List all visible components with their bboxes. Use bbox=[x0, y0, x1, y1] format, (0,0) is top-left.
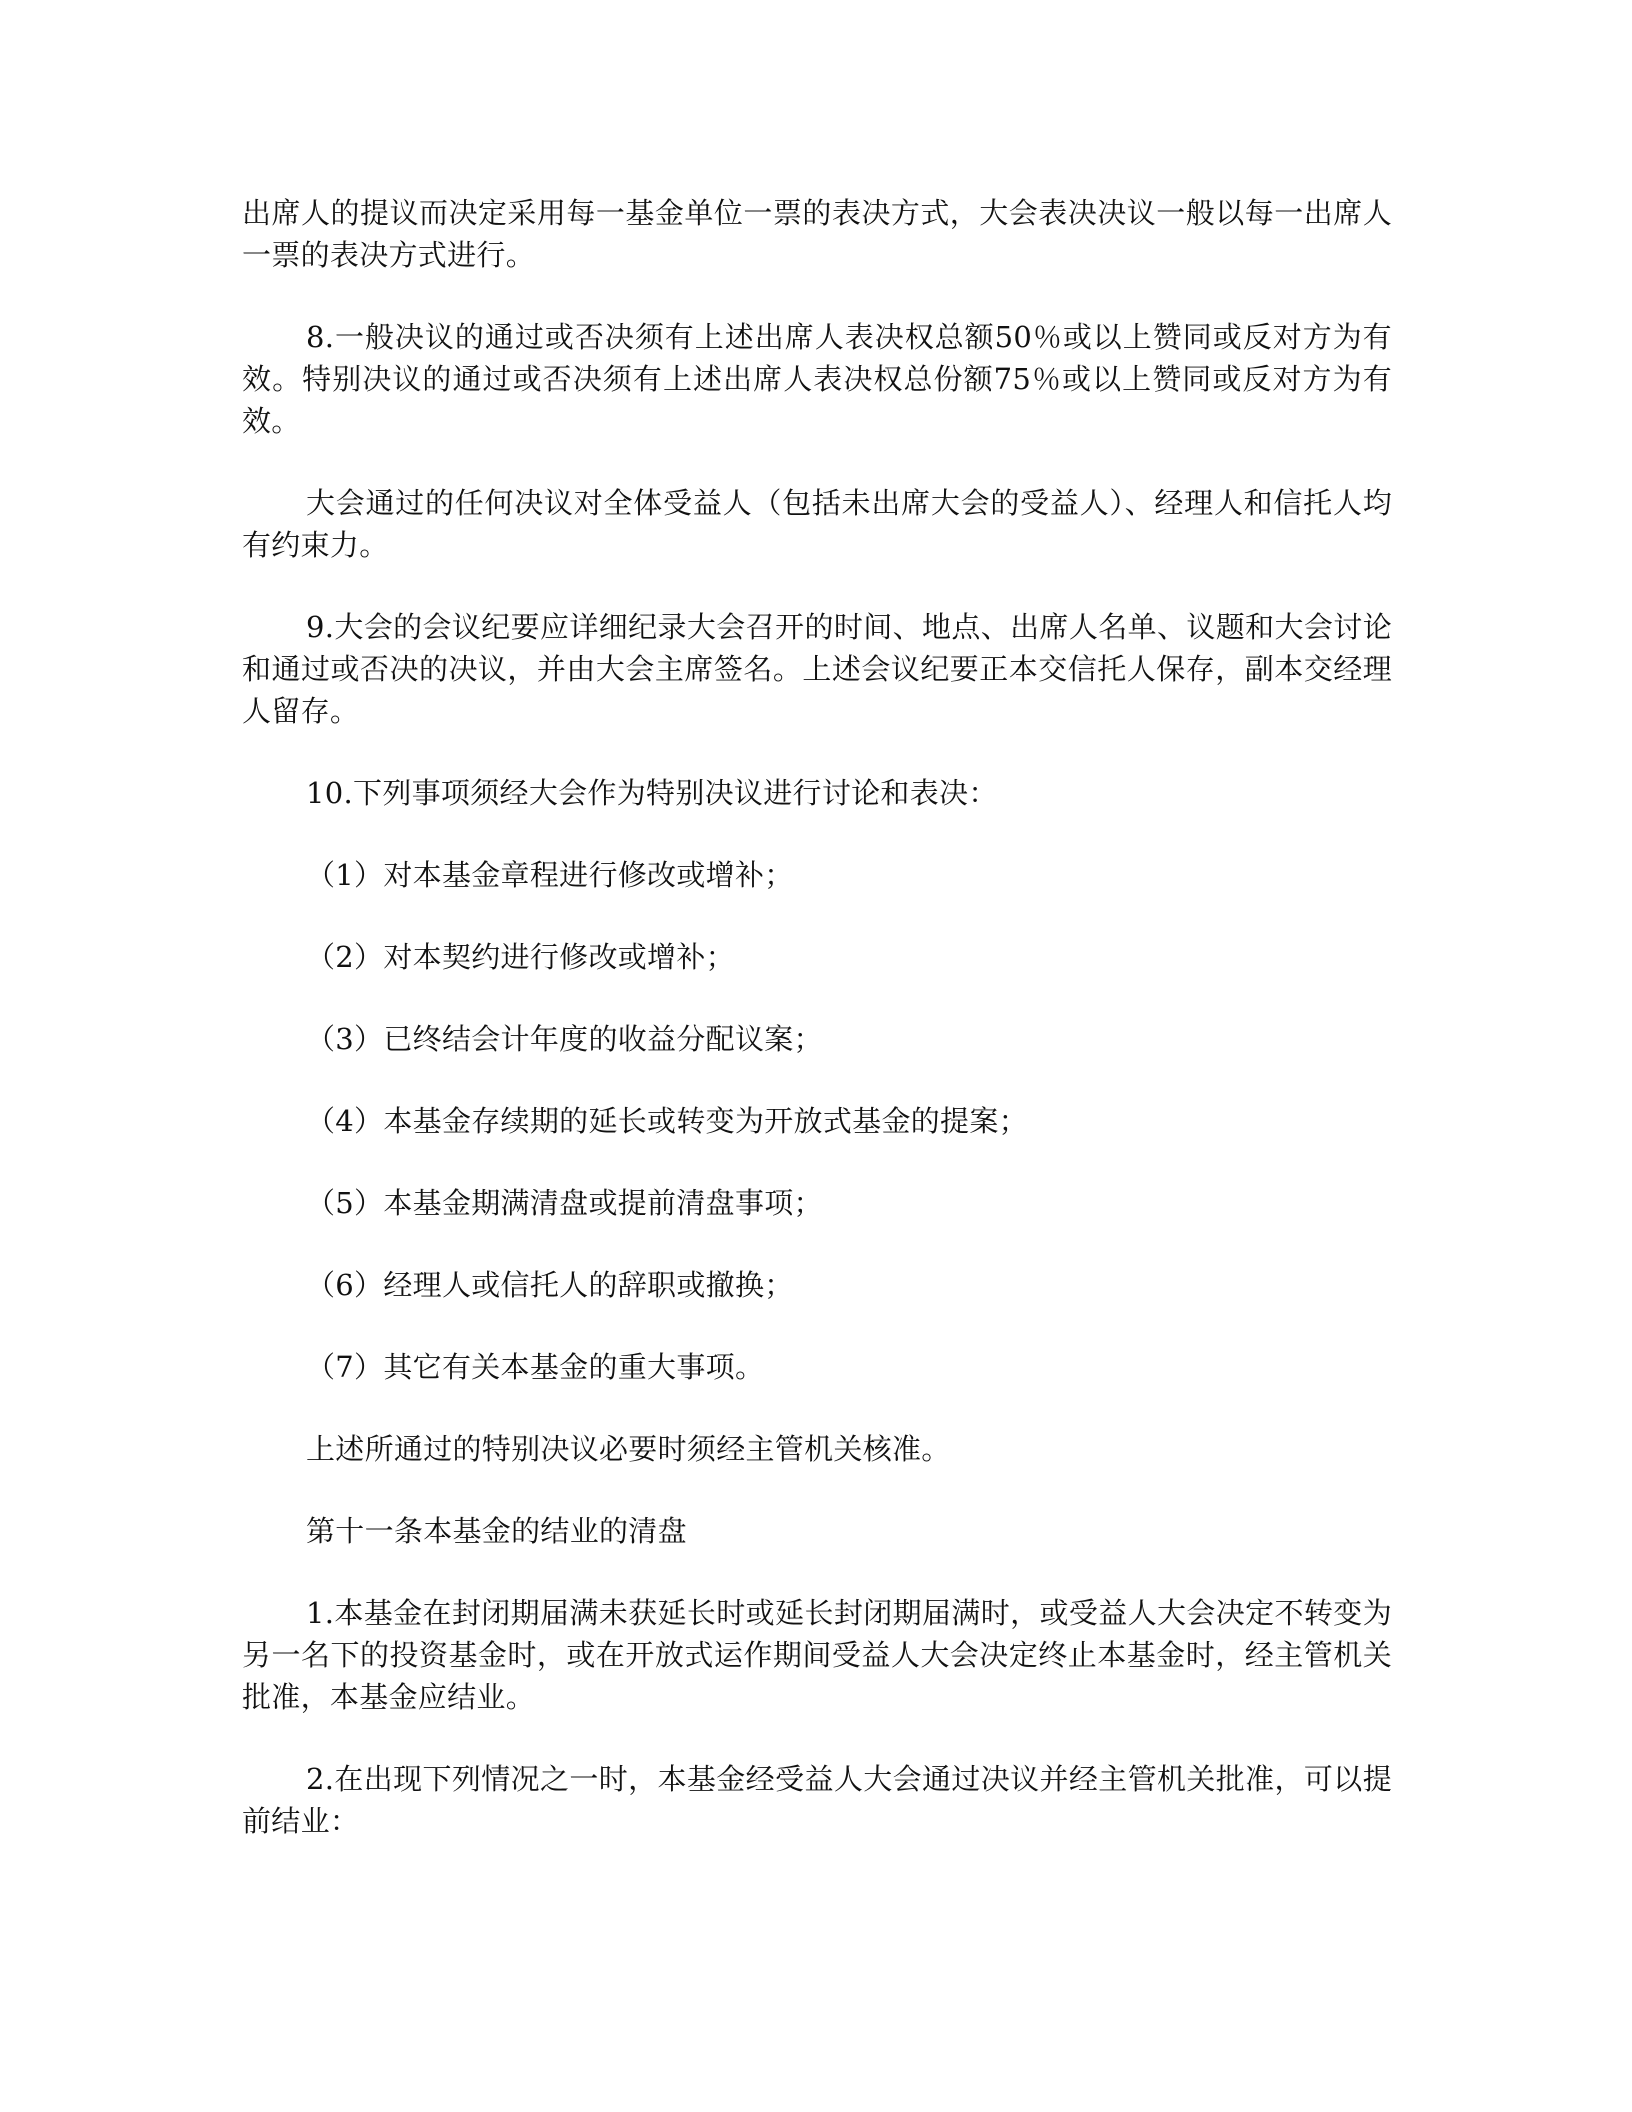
section-heading-article-11: 第十一条本基金的结业的清盘 bbox=[306, 1514, 687, 1548]
paragraph-clause-10: 10.下列事项须经大会作为特别决议进行讨论和表决： bbox=[306, 776, 998, 810]
paragraph-clause-9: 9.大会的会议纪要应详细纪录大会召开的时间、地点、出席人名单、议题和大会讨论和通过或否决的决议，并由大会主席签名。上述会议纪要正本交信托人保存，副本交经理人留存。 bbox=[242, 610, 1392, 728]
paragraph-liquidation-1: 1.本基金在封闭期届满未获延长时或延长封闭期届满时，或受益人大会决定不转变为另一名下的投资基金时，或在开放式运作期间受益人大会决定终止本基金时，经主管机关批准，本基金应结业。 bbox=[242, 1596, 1392, 1714]
list-item-3: （3）已终结会计年度的收益分配议案； bbox=[306, 1022, 823, 1056]
paragraph-clause-8: 8.一般决议的通过或否决须有上述出席人表决权总额50％或以上赞同或反对方为有效。特别决议的通过或否决须有上述出席人表决权总份额75％或以上赞同或反对方为有效。 bbox=[242, 320, 1392, 438]
paragraph-liquidation-2: 2.在出现下列情况之一时，本基金经受益人大会通过决议并经主管机关批准，可以提前结业： bbox=[242, 1762, 1392, 1838]
paragraph-voting-method: 出席人的提议而决定采用每一基金单位一票的表决方式，大会表决决议一般以每一出席人一票的表决方式进行。 bbox=[242, 196, 1392, 272]
list-item-5: （5）本基金期满清盘或提前清盘事项； bbox=[306, 1186, 823, 1220]
paragraph-approval-note: 上述所通过的特别决议必要时须经主管机关核准。 bbox=[306, 1432, 951, 1466]
list-item-7: （7）其它有关本基金的重大事项。 bbox=[306, 1350, 765, 1384]
list-item-1: （1）对本基金章程进行修改或增补； bbox=[306, 858, 794, 892]
document-page bbox=[242, 192, 1392, 1842]
list-item-4: （4）本基金存续期的延长或转变为开放式基金的提案； bbox=[306, 1104, 1028, 1138]
paragraph-binding-effect: 大会通过的任何决议对全体受益人（包括未出席大会的受益人）、经理人和信托人均有约束力。 bbox=[242, 486, 1392, 562]
list-item-6: （6）经理人或信托人的辞职或撤换； bbox=[306, 1268, 794, 1302]
list-item-2: （2）对本契约进行修改或增补； bbox=[306, 940, 735, 974]
